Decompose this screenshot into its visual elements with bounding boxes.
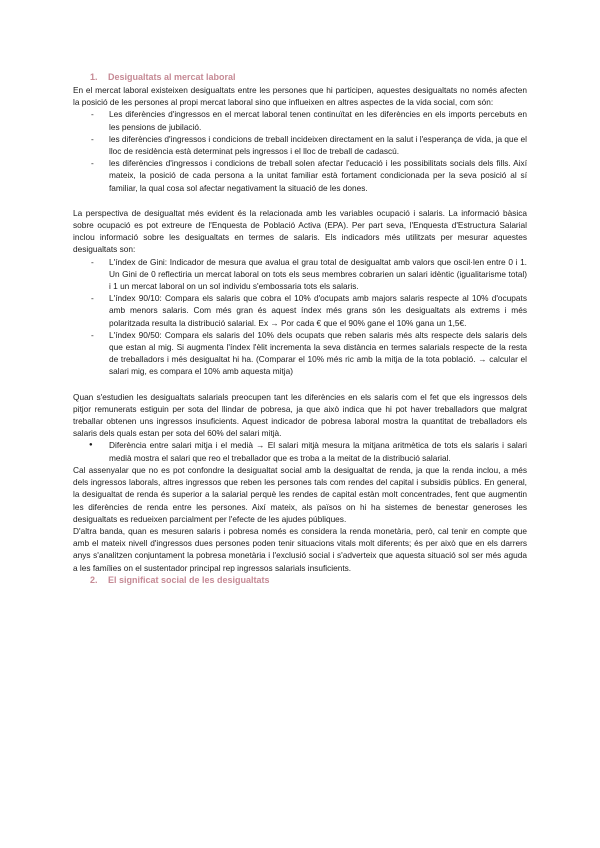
mean-median-list bbox=[73, 439, 527, 463]
indicators-intro-paragraph: La perspectiva de desigualtat més evident és la relacionada amb les variables ocupació i salaris. La informació bàsica sobre ocupació es pot extreure de l'Enquesta de Població Activa (EPA). Per part seva, l'Enquesta d'Estructura Salarial inclou informació sobre les desigualtats en termes de salaris. Els indicadors més utilitzats per mesurar aquestes desigualtats son: bbox=[73, 207, 527, 255]
poverty-paragraph: Quan s'estudien les desigualtats salarials preocupen tant les diferències en els salaris com el fet que els ingressos dels pitjor remunerats estiguin per sota del llindar de pobresa, ja que això indica que hi pot haver treballadors que malgrat treballar obtenen uns ingressos insuficients. Aquest indicador de pobresa laboral mostra la quantitat de treballadors els salaris dels quals estan per sota del 60% del salari mitjà. bbox=[73, 391, 527, 439]
income-inequality-paragraph: Cal assenyalar que no es pot confondre la desigualtat social amb la desigualtat de renda, ja que la renda inclou, a més dels ingressos laborals, altres ingressos que reben les persones tals com rendes del capital i subsidis públics. En general, la desigualtat de renda és superior a la salarial perquè les rendes de capital estàn molt concentrades, fent que augmentin les diferències de renda entre les persones. Així mateix, als països on hi ha sistemes de benestar generoses les desigualtats es redueixen parcialment per l'efecte de les ajudes públiques. bbox=[73, 464, 527, 524]
section-heading-2 bbox=[73, 574, 527, 587]
list-item: - L'índex 90/10: Compara els salaris que cobra el 10% d'ocupats amb majors salaris respecte al 10% d'ocupats amb menors salaris. Com més gran és aquest índex més grans són les desigualtats als extrems i més polaritzada resulta la distribució salarial. Ex → Por cada € que el 90% gane el 10% gana un 1,5€. bbox=[73, 292, 527, 329]
list-item: - les diferències d'ingressos i condicions de treball incideixen directament en la salut i l'esperança de vida, ja que el lloc de residència està determinat pels ingressos i el lloc de treball de cadascú. bbox=[73, 133, 527, 157]
list-item: - Les diferències d'ingressos en el mercat laboral tenen continuïtat en les diferències en els imports percebuts en les pensions de jubilació. bbox=[73, 108, 527, 132]
list-item: ● Diferència entre salari mitja i el medià → El salari mitjà mesura la mitjana aritmètica de tots els salaris i salari medià mostra el salari que reo el treballador que es troba a la meitat de la distribució salarial. bbox=[73, 439, 527, 463]
section-number: 1. bbox=[90, 72, 98, 82]
section-heading-1 bbox=[73, 71, 527, 84]
intro-paragraph: En el mercat laboral existeixen desigualtats entre les persones que hi participen, aquestes desigualtats no només afecten la posició de les persones al propi mercat laboral sino que influeixen en altres aspectes de la vida social, com són: bbox=[73, 85, 527, 108]
indicators-list bbox=[73, 256, 527, 378]
document-body bbox=[73, 71, 527, 587]
list-item: - L'índex de Gini: Indicador de mesura que avalua el grau total de desigualtat amb valors que oscil·len entre 0 i 1. Un Gini de 0 reflectiria un mercat laboral on tots els seus membres cobrarien un salari idèntic (igualitarisme total) i 1 un mercat laboral on un sol individu s'embossaria tots els salaris. bbox=[73, 256, 527, 293]
section-title: Desigualtats al mercat laboral bbox=[108, 72, 236, 82]
consequences-list bbox=[73, 108, 527, 193]
social-exclusion-paragraph: D'altra banda, quan es mesuren salaris i pobresa només es considera la renda monetària, però, cal tenir en compte que amb el mateix nivell d'ingressos dues persones poden tenir situacions vitals molt diferents; és per això que en els darrers anys s'analitzen conjuntament la pobresa monetària i l'exclusió social i s'adverteix que aquesta situació sol ser més aguda a les famílies on el sustentador principal rep ingressos salarials insuficients. bbox=[73, 525, 527, 573]
section-number: 2. bbox=[90, 574, 98, 585]
section-title: El significat social de les desigualtats bbox=[108, 574, 270, 585]
list-item: - les diferències d'ingressos i condicions de treball solen afectar l'educació i les possibilitats socials dels fills. Així mateix, la posició de cada persona a la unitat familiar està fortament condicionada per la seva posició al sí familiar, la qual cosa sol afectar negativament la situació de les dones. bbox=[73, 157, 527, 194]
list-item: - L'índex 90/50: Compara els salaris del 10% dels ocupats que reben salaris més alts respecte dels salaris dels que estan al mig. Si augmenta l'índex l'èlit incrementa la seva distància en termes salarials respecte de la resta de treballadors i més desigualtat hi ha. (Comparar el 10% més ric amb la mitja de la tota població. → calcular el salari mig, es compara el 10% amb aquesta mitja) bbox=[73, 329, 527, 378]
